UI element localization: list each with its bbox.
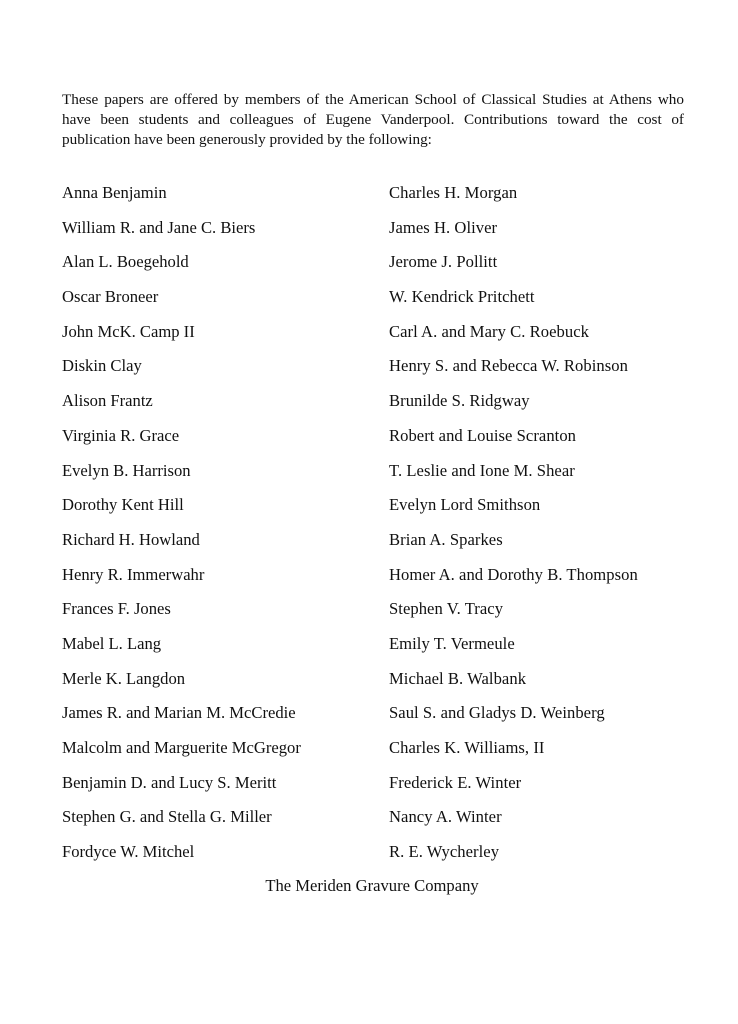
contributor-name: Virginia R. Grace xyxy=(62,425,180,445)
contributors-right-column xyxy=(389,180,719,874)
contributor-name: T. Leslie and Ione M. Shear xyxy=(389,460,575,480)
contributor-name: Mabel L. Lang xyxy=(62,633,162,653)
contributor-name: Brunilde S. Ridgway xyxy=(389,391,530,411)
contributor-name: Saul S. and Gladys D. Weinberg xyxy=(389,703,605,723)
contributor-name: Benjamin D. and Lucy S. Meritt xyxy=(62,772,277,792)
contributor-name: R. E. Wycherley xyxy=(389,842,500,862)
contributor-name: James R. and Marian M. McCredie xyxy=(62,703,296,723)
contributor-name: Diskin Clay xyxy=(62,356,142,376)
contributor-name: Merle K. Langdon xyxy=(62,668,186,688)
contributor-name: Carl A. and Mary C. Roebuck xyxy=(389,321,589,341)
contributor-name: Brian A. Sparkes xyxy=(389,529,503,549)
contributor-name: Malcolm and Marguerite McGregor xyxy=(62,738,301,757)
contributor-name: Dorothy Kent Hill xyxy=(62,495,184,515)
contributor-name: Henry R. Immerwahr xyxy=(62,564,205,584)
contributor-name: Evelyn Lord Smithson xyxy=(389,495,541,515)
contributor-name: Oscar Broneer xyxy=(62,287,159,307)
contributor-name: Stephen V. Tracy xyxy=(389,599,504,619)
contributor-name: Stephen G. and Stella G. Miller xyxy=(62,807,272,827)
contributor-name: Robert and Louise Scranton xyxy=(389,425,577,445)
contributor-name: Frances F. Jones xyxy=(62,599,171,619)
contributor-name: Frederick E. Winter xyxy=(389,772,522,792)
contributor-name: Charles H. Morgan xyxy=(389,183,518,202)
contributors-left-column xyxy=(62,180,382,874)
contributor-name: Fordyce W. Mitchel xyxy=(62,842,195,862)
contributor-name: Richard H. Howland xyxy=(62,529,200,549)
contributor-name: W. Kendrick Pritchett xyxy=(389,287,535,307)
contributor-name: John McK. Camp II xyxy=(62,321,195,341)
contributor-name: Henry S. and Rebecca W. Robinson xyxy=(389,356,628,376)
contributor-name: Charles K. Williams, II xyxy=(389,738,545,757)
contributor-name: Evelyn B. Harrison xyxy=(62,460,191,480)
contributor-name: Alan L. Boegehold xyxy=(62,252,189,272)
contributor-name: James H. Oliver xyxy=(389,217,498,237)
contributor-name: Anna Benjamin xyxy=(62,183,167,202)
contributor-name: William R. and Jane C. Biers xyxy=(62,217,256,237)
contributor-name: Homer A. and Dorothy B. Thompson xyxy=(389,564,638,584)
contributor-name: Jerome J. Pollitt xyxy=(389,252,498,272)
contributor-name: Nancy A. Winter xyxy=(389,807,502,827)
contributor-name: Michael B. Walbank xyxy=(389,668,527,688)
contributor-name: Alison Frantz xyxy=(62,391,153,411)
company-name: The Meriden Gravure Company xyxy=(265,876,479,895)
intro-paragraph: These papers are offered by members of the American School of Classical Studies at Athens who have been students and colleagues of Eugene Vanderpool. Contributions toward the cost of publication have been generously provided by the following: xyxy=(62,91,684,148)
contributor-name: Emily T. Vermeule xyxy=(389,633,515,653)
